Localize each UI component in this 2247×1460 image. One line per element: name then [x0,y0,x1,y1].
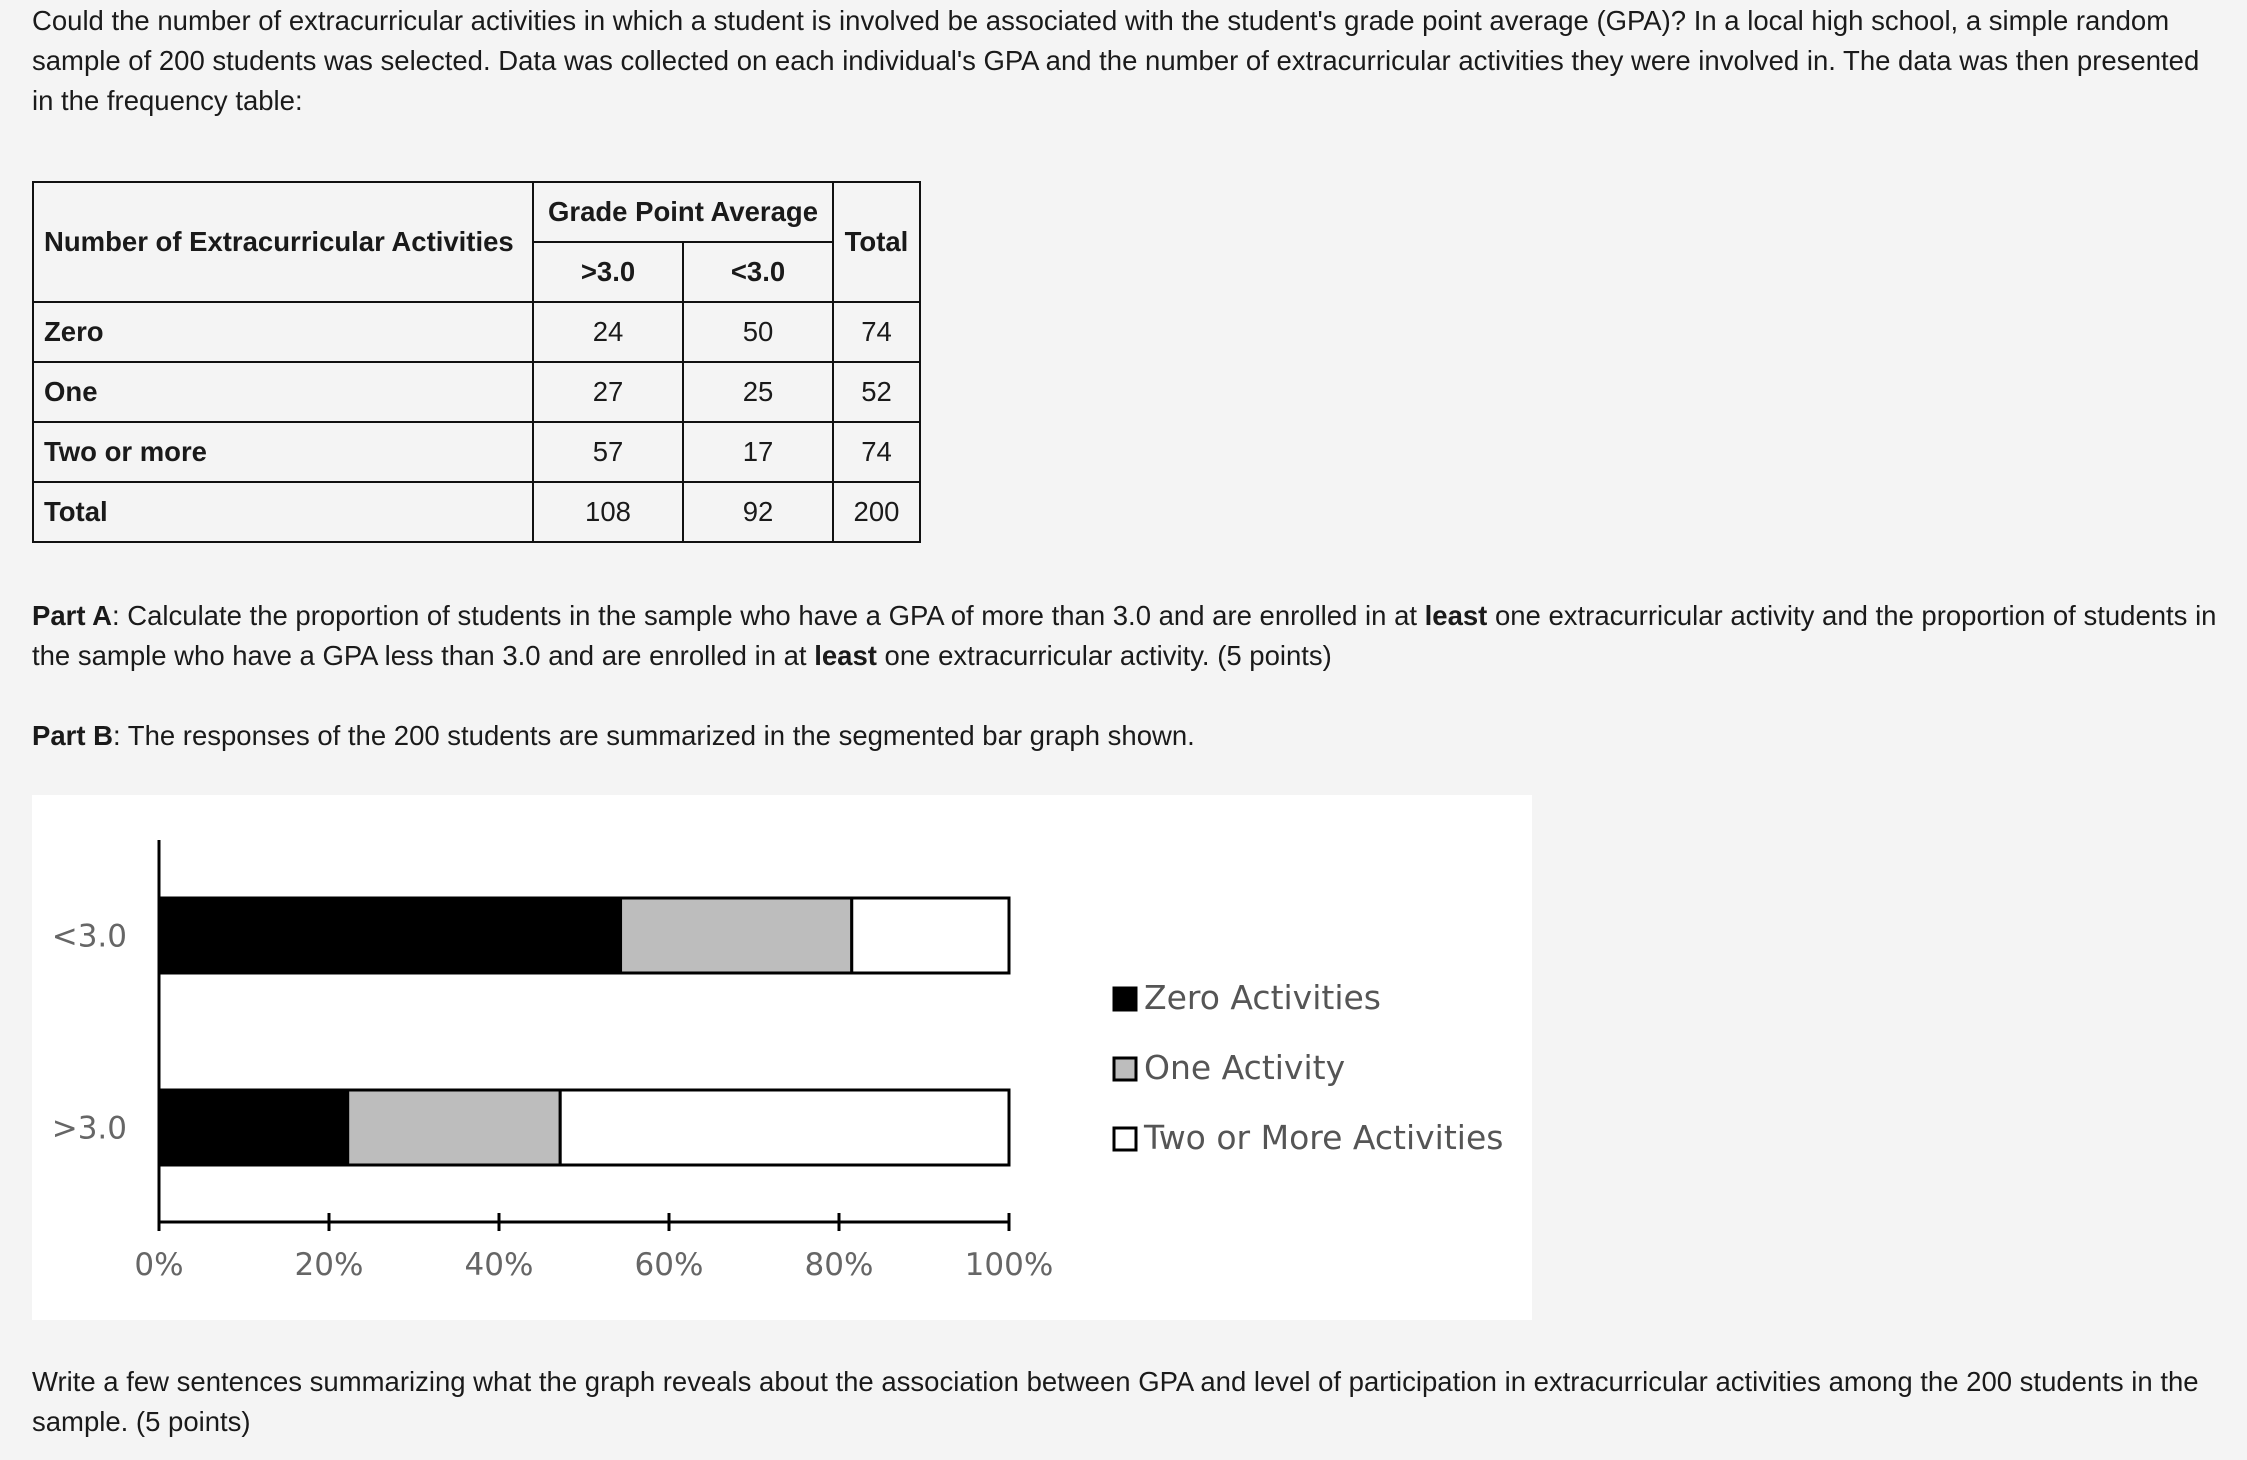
bar-segment [159,1090,348,1165]
category-label: >3.0 [51,1110,127,1147]
cell-total: 200 [833,482,920,542]
cell-lt3: 25 [683,362,833,422]
bar-segment [852,898,1009,973]
bar-segment [560,1090,1009,1165]
part-b-body: : The responses of the 200 students are summarized in the segmented bar graph shown. [113,720,1195,751]
legend-swatch [1114,988,1136,1010]
x-tick-label: 20% [294,1247,364,1283]
legend-label: Two or More Activities [1144,1118,1504,1157]
cell-total: 52 [833,362,920,422]
frequency-table [32,181,921,543]
sub-header-lt3: <3.0 [683,242,833,302]
table-row [33,482,920,542]
legend-swatch [1114,1128,1136,1150]
row-label: One [33,362,533,422]
part-a-text-1: : Calculate the proportion of students in the sample who have a GPA of more than 3.0 and are enrolled in at [111,600,1425,631]
cell-lt3: 50 [683,302,833,362]
row-label: Total [33,482,533,542]
intro-text: Could the number of extracurricular activities in which a student is involved be associated with the student's grade point average (GPA)? In a local high school, a simple random sample of 200 students was selected. Data was collected on each individual's GPA and the number of extracurricular activities they were involved in. The data was then presented in the frequency table: [32,5,2200,116]
sub-header-gt3: >3.0 [533,242,683,302]
bar-segment [348,1090,561,1165]
cell-total: 74 [833,422,920,482]
part-a-bold-2: least [814,640,877,671]
cell-lt3: 17 [683,422,833,482]
category-label: <3.0 [51,918,127,955]
x-tick-label: 0% [134,1247,184,1283]
part-a-text [32,596,2222,676]
cell-gt3: 27 [533,362,683,422]
legend-label: One Activity [1144,1048,1346,1087]
row-label: Two or more [33,422,533,482]
bar-segment [159,898,621,973]
x-tick-label: 100% [964,1247,1054,1283]
cell-gt3: 57 [533,422,683,482]
col-header-activities: Number of Extracurricular Activities [33,182,533,302]
bar-segment [621,898,852,973]
table-row [33,362,920,422]
summary-prompt: Write a few sentences summarizing what the graph reveals about the association between GPA and level of participation in extracurricular activities among the 200 students in the sample. (5 points) [32,1366,2199,1437]
col-header-gpa: Grade Point Average [533,182,833,242]
x-tick-label: 80% [804,1247,874,1283]
segmented-bar-chart [32,795,1532,1320]
part-a-text-2: one extracurricular activity and the proportion of students in the sample who have a GPA less than 3.0 and are enrolled in at [32,600,2217,671]
x-tick-label: 60% [634,1247,704,1283]
legend-swatch [1114,1058,1136,1080]
cell-total: 74 [833,302,920,362]
part-b-label: Part B [32,720,113,751]
table-row [33,302,920,362]
col-header-total: Total [833,182,920,302]
part-a-label: Part A [32,600,112,631]
chart-canvas [32,795,1532,1320]
table-row [33,422,920,482]
cell-gt3: 108 [533,482,683,542]
x-tick-label: 40% [464,1247,534,1283]
part-b-text [32,716,2222,756]
legend-label: Zero Activities [1144,978,1381,1017]
row-label: Zero [33,302,533,362]
part-a-bold-1: least [1424,600,1488,631]
cell-gt3: 24 [533,302,683,362]
part-a-text-3: one extracurricular activity. (5 points) [876,640,1332,671]
cell-lt3: 92 [683,482,833,542]
